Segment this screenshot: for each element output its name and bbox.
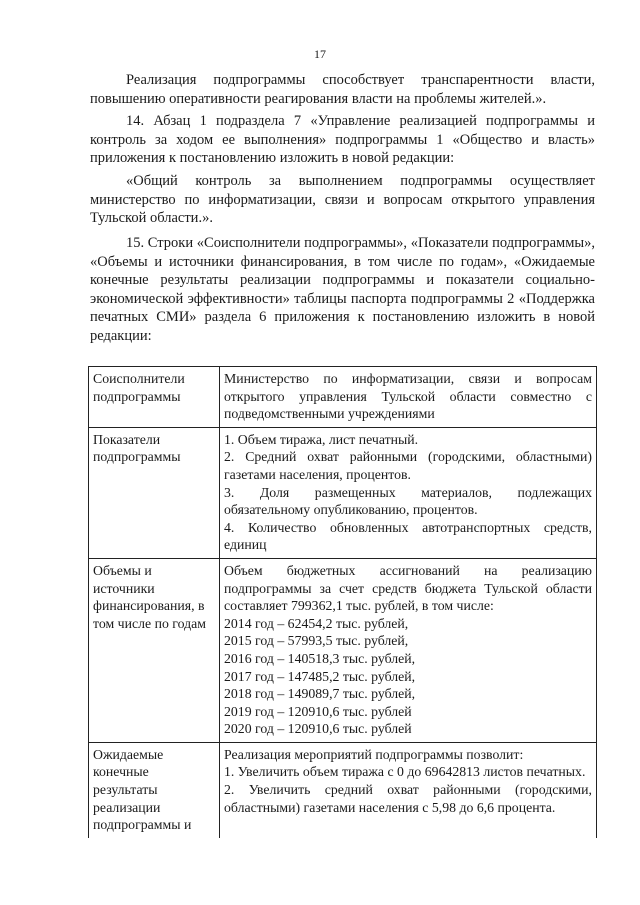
list-item: 2014 год – 62454,2 тыс. рублей, <box>224 615 409 631</box>
paragraph-control-quote: «Общий контроль за выполнением подпрограммы осуществляет министерство по информатизации, связи и вопросам открытого управления Тульской области.». <box>90 173 595 227</box>
paragraph-line: Реализация подпрограммы способствует транспарентности власти, <box>126 72 595 88</box>
row-value-financing <box>220 558 597 742</box>
row-value-indicators <box>220 427 597 558</box>
list-item: 1. Увеличить объем тиража с 0 до 69642813 листов печатных. <box>224 764 586 780</box>
row-label-coexecutors: Соисполнители подпрограммы <box>89 367 220 428</box>
list-item: 2018 год – 149089,7 тыс. рублей, <box>224 686 416 702</box>
financing-intro: Объем бюджетных ассигнований на реализацию подпрограммы за счет средств бюджета Тульской области составляет 799362,1 тыс. рублей, в том числе: <box>224 562 592 614</box>
row-label-results: Ожидаемые конечные результаты реализации подпрограммы и <box>89 742 220 837</box>
paragraph-transparency <box>90 71 595 108</box>
list-item: 2017 год – 147485,2 тыс. рублей, <box>224 668 416 684</box>
list-item: 3. Доля размещенных материалов, подлежащих обязательному опубликованию, процентов. <box>224 484 592 518</box>
passport-table <box>88 366 597 838</box>
paragraph-line: повышению оперативности реагирования власти на проблемы жителей.». <box>90 90 547 107</box>
list-item: 4. Количество обновленных автотранспортных средств, единиц <box>224 519 592 553</box>
page-number: 17 <box>314 47 326 61</box>
list-item: 2. Средний охват районными (городскими, областными) газетами населения, процентов. <box>224 449 592 482</box>
table-row <box>89 427 597 558</box>
paragraph-item-14: 14. Абзац 1 подраздела 7 «Управление реализацией подпрограммы и контроль за ходом ее выполнения» подпрограммы 1 «Общество и власть» приложения к постановлению изложить в новой редакции: <box>90 113 595 167</box>
row-label-financing: Объемы и источники финансирования, в том числе по годам <box>89 558 220 742</box>
row-value-coexecutors: Министерство по информатизации, связи и вопросам открытого управления Тульской области совместно с подведомственными учреждениями <box>220 367 597 428</box>
list-item: 1. Объем тиража, лист печатный. <box>224 431 419 447</box>
table-row <box>89 742 597 837</box>
list-item: Реализация мероприятий подпрограммы позволит: <box>224 746 524 762</box>
list-item: 2016 год – 140518,3 тыс. рублей, <box>224 650 416 666</box>
table-row <box>89 367 597 428</box>
row-label-indicators: Показатели подпрограммы <box>89 427 220 558</box>
paragraph-item-15: 15. Строки «Соисполнители подпрограммы», «Показатели подпрограммы», «Объемы и источники финансирования, в том числе по годам», «Ожидаемые конечные результаты реализации подпрограммы и показатели социально-экономической эффективности» таблицы паспорта подпрограммы 2 «Поддержка печатных СМИ» раздела 6 приложения к постановлению изложить в новой редакции: <box>90 235 595 344</box>
list-item: 2019 год – 120910,6 тыс. рублей <box>224 703 412 719</box>
list-item: 2. Увеличить средний охват районными (городскими, областными) газетами населения с 5,98 до 6,6 процента. <box>224 782 592 815</box>
row-value-results <box>220 742 597 837</box>
list-item: 2020 год – 120910,6 тыс. рублей <box>224 721 412 737</box>
table-row <box>89 558 597 742</box>
list-item: 2015 год – 57993,5 тыс. рублей, <box>224 633 409 649</box>
